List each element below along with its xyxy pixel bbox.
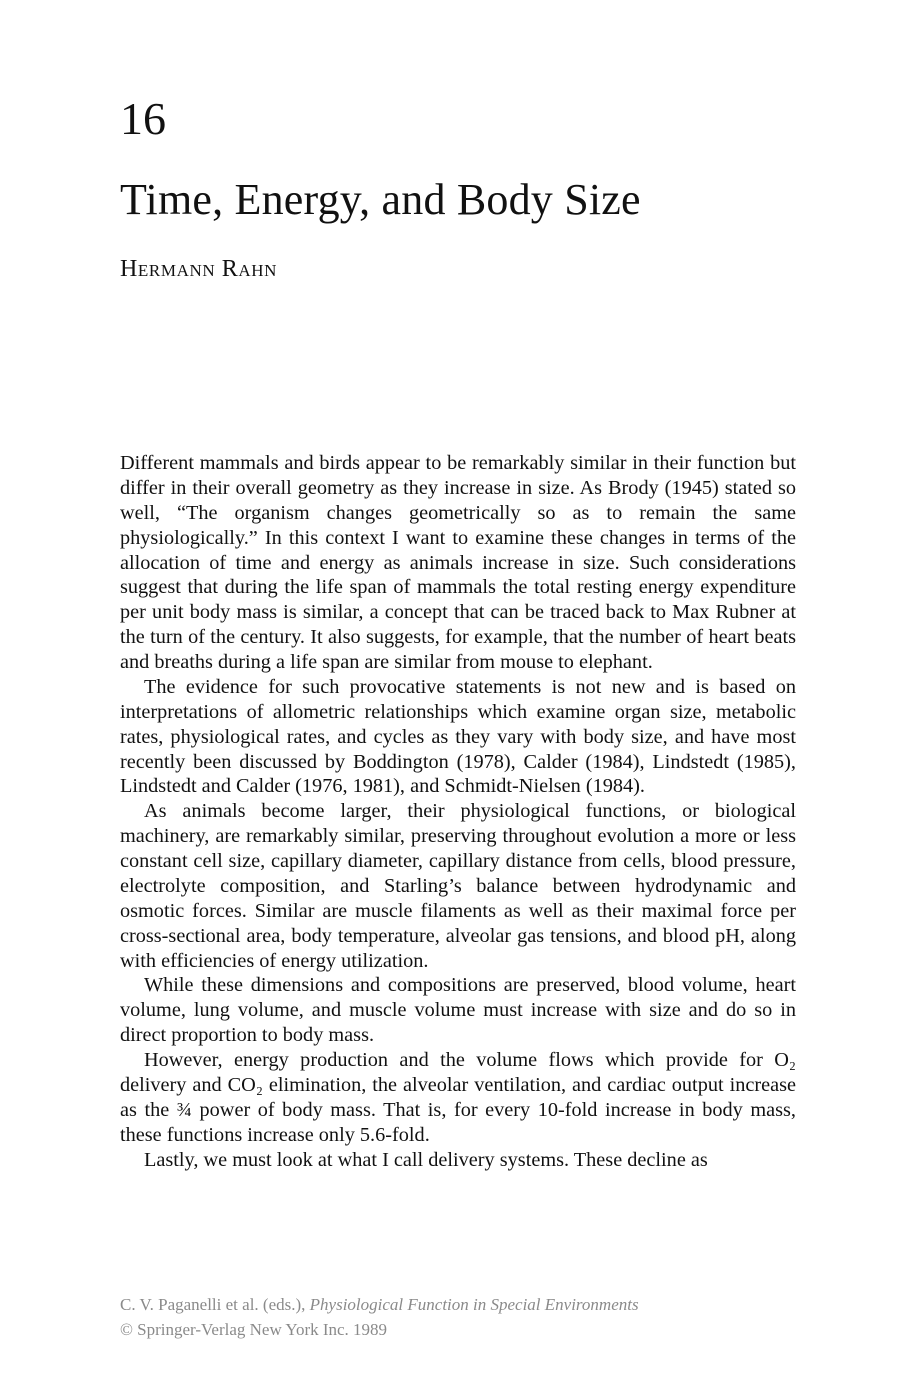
paragraph-1: Different mammals and birds appear to be remarkably similar in their function but differ in their overall geometry as they increase in size. As Brody (1945) stated so well, “The organism changes geometrically so as to remain the same physiologically.” In this context I want to examine these changes in terms of the allocation of time and energy as animals increase in size. Such considerations suggest that during the life span of mammals the total resting energy expenditure per unit body mass is similar, a concept that can be traced back to Max Rubner at the turn of the century. It also suggests, for example, that the number of heart beats and breaths during a life span are similar from mouse to elephant. bbox=[120, 452, 796, 673]
author-name: Hermann Rahn bbox=[120, 256, 278, 282]
paragraph-2: The evidence for such provocative statements is not new and is based on interpretations of allometric relationships which examine organ size, metabolic rates, physiological rates, and cycles as they vary with body size, and have most recently been discussed by Boddington (1978), Calder (1984), Lindstedt (1985), Lindstedt and Calder (1976, 1981), and Schmidt-Nielsen (1984). bbox=[120, 675, 796, 798]
paragraph-6: Lastly, we must look at what I call delivery systems. These decline as bbox=[144, 1148, 708, 1171]
paragraph-5: However, energy production and the volume flows which provide for O₂ delivery and CO₂ elimination, the alveolar ventilation, and cardiac output increase as the ¾ power of body mass. That is, for every 10-fold increase in body mass, these functions increase only 5.6-fold. bbox=[120, 1049, 796, 1146]
citation-editors: C. V. Paganelli et al. (eds.), bbox=[120, 1295, 310, 1314]
paragraph-3: As animals become larger, their physiological functions, or biological machinery, are remarkably similar, preserving throughout evolution a more or less constant cell size, capillary diameter, capillary distance from cells, blood pressure, electrolyte composition, and Starling’s balance between hydrodynamic and osmotic forces. Similar are muscle filaments as well as their maximal force per cross-sectional area, body temperature, alveolar gas tensions, and blood pH, along with efficiencies of energy utilization. bbox=[120, 800, 796, 972]
chapter-number: 16 bbox=[120, 93, 166, 144]
copyright-line: © Springer-Verlag New York Inc. 1989 bbox=[120, 1320, 388, 1339]
citation-book-title: Physiological Function in Special Environments bbox=[309, 1295, 639, 1314]
body-text bbox=[120, 451, 796, 1172]
citation-line bbox=[120, 1292, 639, 1317]
footer-citation bbox=[120, 1292, 639, 1342]
chapter-title: Time, Energy, and Body Size bbox=[120, 175, 641, 224]
paragraph-4: While these dimensions and compositions are preserved, blood volume, heart volume, lung volume, and muscle volume must increase with size and do so in direct proportion to body mass. bbox=[120, 974, 796, 1047]
